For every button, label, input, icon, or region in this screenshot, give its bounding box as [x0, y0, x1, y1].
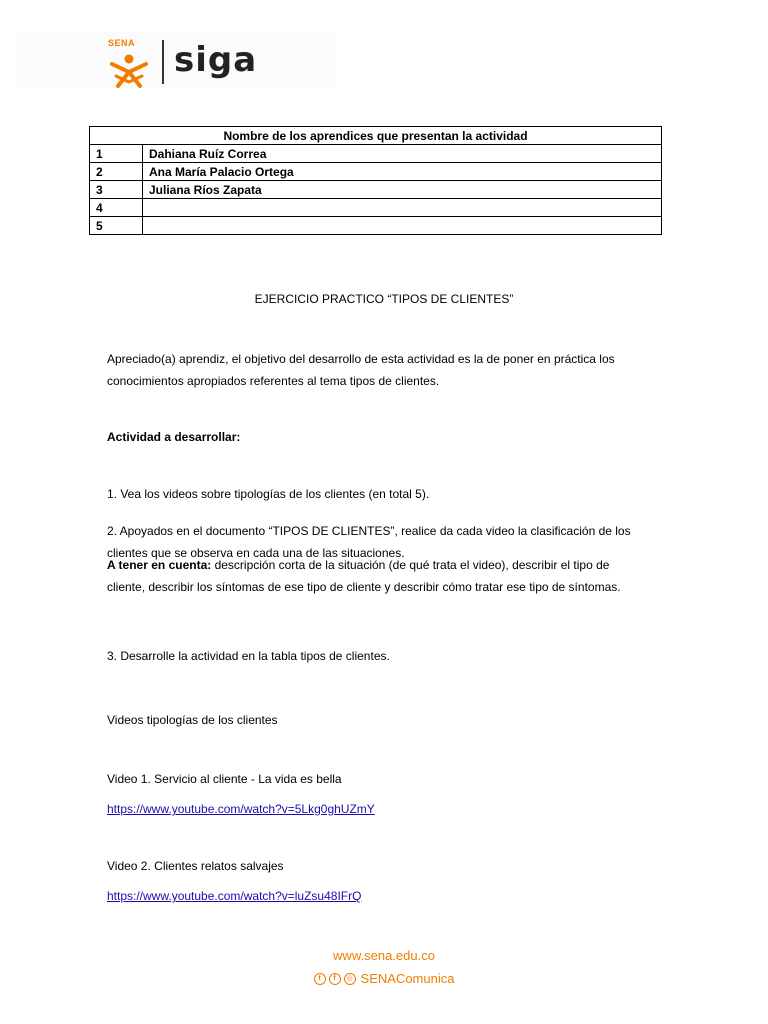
facebook-icon: f	[329, 973, 341, 985]
row-number: 1	[90, 145, 143, 163]
footer	[0, 946, 768, 989]
note-label: A tener en cuenta:	[107, 558, 212, 572]
footer-website: www.sena.edu.co	[333, 948, 435, 963]
intro-paragraph: Apreciado(a) aprendiz, el objetivo del desarrollo de esta actividad es la de poner en práctica los conocimientos apropiados referentes al tema tipos de clientes.	[107, 352, 615, 388]
sena-siga-logo	[104, 38, 274, 88]
video-1-link[interactable]: https://www.youtube.com/watch?v=5Lkg0ghUZmY	[107, 802, 375, 816]
document-title: EJERCICIO PRACTICO “TIPOS DE CLIENTES”	[254, 292, 514, 306]
instagram-icon: ◎	[344, 973, 356, 985]
siga-wordmark: siga	[174, 40, 258, 80]
step-3: 3. Desarrolle la actividad en la tabla tipos de clientes.	[107, 649, 390, 663]
learners-table	[89, 126, 662, 235]
learner-name: Juliana Ríos Zapata	[143, 181, 662, 199]
row-number: 3	[90, 181, 143, 199]
footer-social	[314, 969, 455, 989]
footer-social-handle: SENAComunica	[360, 971, 455, 986]
table-row	[90, 199, 662, 217]
learner-name: Ana María Palacio Ortega	[143, 163, 662, 181]
learners-table-header: Nombre de los aprendices que presentan la actividad	[90, 127, 662, 145]
video-2-title: Video 2. Clientes relatos salvajes	[107, 859, 284, 873]
row-number: 5	[90, 217, 143, 235]
video-1-title: Video 1. Servicio al cliente - La vida es bella	[107, 772, 342, 786]
twitter-icon: t	[314, 973, 326, 985]
note-text: descripción corta de la situación (de qué trata el video), describir el tipo de cliente, describir los síntomas de ese tipo de cliente y describir cómo tratar ese tipo de síntomas.	[107, 558, 621, 594]
table-row	[90, 145, 662, 163]
row-number: 4	[90, 199, 143, 217]
step-2: 2. Apoyados en el documento “TIPOS DE CLIENTES”, realice da cada video la clasificación de los clientes que se observa en cada una de las situaciones.	[107, 524, 631, 560]
note-paragraph	[107, 554, 647, 598]
learner-name	[143, 217, 662, 235]
video-2-link[interactable]: https://www.youtube.com/watch?v=luZsu48IFrQ	[107, 889, 362, 903]
sena-wordmark: SENA	[108, 38, 136, 48]
activity-heading-text: Actividad a desarrollar:	[107, 430, 241, 444]
sena-logo-icon	[104, 42, 154, 92]
learner-name: Dahiana Ruíz Correa	[143, 145, 662, 163]
activity-heading	[107, 426, 647, 448]
videos-heading: Videos tipologías de los clientes	[107, 713, 278, 727]
learner-name	[143, 199, 662, 217]
table-row	[90, 217, 662, 235]
row-number: 2	[90, 163, 143, 181]
table-row	[90, 181, 662, 199]
logo-divider	[162, 40, 164, 84]
table-row	[90, 163, 662, 181]
step-1: 1. Vea los videos sobre tipologías de los clientes (en total 5).	[107, 487, 430, 501]
